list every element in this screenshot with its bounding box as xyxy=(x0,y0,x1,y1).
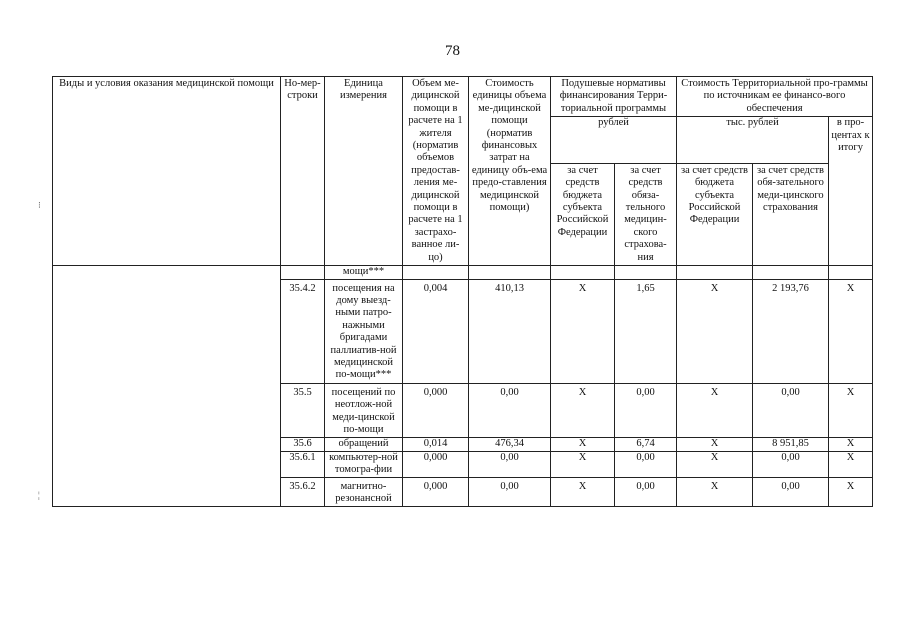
header-types: Виды и условия оказания медицинской помощи xyxy=(53,77,281,266)
row-cost: 0,00 xyxy=(469,477,551,507)
row-total-budget: X xyxy=(677,438,753,451)
header-row-number: Но-мер-строки xyxy=(281,77,325,266)
row-total-oms: 0,00 xyxy=(753,383,829,438)
row-number: 35.6.2 xyxy=(281,477,325,507)
row-volume: 0,000 xyxy=(403,477,469,507)
row-percent: X xyxy=(829,451,873,477)
row-unit: обращений xyxy=(325,438,403,451)
header-budget: за счет средств бюджета субъекта Российской Федерации xyxy=(551,163,615,265)
row-number: 35.6.1 xyxy=(281,451,325,477)
row-volume: 0,000 xyxy=(403,451,469,477)
header-budget-2: за счет средств бюджета субъекта Российской Федерации xyxy=(677,163,753,265)
row-volume: 0,004 xyxy=(403,279,469,383)
row-total-oms: 0,00 xyxy=(753,477,829,507)
header-oms-2: за счет средств обя-зательного меди-цинского страхования xyxy=(753,163,829,265)
row-cost: 0,00 xyxy=(469,383,551,438)
row-total-oms: 2 193,76 xyxy=(753,279,829,383)
row-per-capita-oms: 0,00 xyxy=(615,477,677,507)
row-percent: X xyxy=(829,477,873,507)
margin-mark: ⁝ xyxy=(38,200,41,210)
row-total-budget: X xyxy=(677,477,753,507)
row-unit: посещения на дому выезд-ными патро-нажными бригадами паллиатив-ной медицинской по-мощи*** xyxy=(325,279,403,383)
continuation-unit: мощи*** xyxy=(325,266,403,279)
row-total-oms: 0,00 xyxy=(753,451,829,477)
medical-care-table xyxy=(52,76,873,507)
row-percent: X xyxy=(829,279,873,383)
row-percent: X xyxy=(829,383,873,438)
continuation-row xyxy=(53,266,873,279)
row-per-capita-budget: X xyxy=(551,477,615,507)
header-volume: Объем ме-дицинской помощи в расчете на 1 жителя (норматив объемов предостав-ления ме-дицинской помощи в расчете на 1 застрахо-ванное ли-цо) xyxy=(403,77,469,266)
row-number: 35.4.2 xyxy=(281,279,325,383)
row-unit: компьютер-ной томогра-фии xyxy=(325,451,403,477)
row-per-capita-oms: 1,65 xyxy=(615,279,677,383)
header-oms: за счет средств обяза-тельного медицин-ского страхова-ния xyxy=(615,163,677,265)
header-cost: Стоимость единицы объема ме-дицинской помощи (норматив финансовых затрат на единицу объ-ема предо-ставления медицинской помощи) xyxy=(469,77,551,266)
row-percent: X xyxy=(829,438,873,451)
row-per-capita-budget: X xyxy=(551,279,615,383)
row-per-capita-oms: 0,00 xyxy=(615,451,677,477)
row-unit: магнитно-резонансной xyxy=(325,477,403,507)
row-per-capita-budget: X xyxy=(551,438,615,451)
page-number: 78 xyxy=(445,43,460,59)
header-per-capita: Подушевые нормативы финансирования Терри-ториальной программы xyxy=(551,77,677,117)
header-unit: Единица измерения xyxy=(325,77,403,266)
header-row xyxy=(53,77,873,117)
row-volume: 0,014 xyxy=(403,438,469,451)
row-cost: 0,00 xyxy=(469,451,551,477)
row-volume: 0,000 xyxy=(403,383,469,438)
margin-mark: ¦ xyxy=(38,490,40,500)
row-number: 35.6 xyxy=(281,438,325,451)
row-unit: посещений по неотлож-ной меди-цинской по-мощи xyxy=(325,383,403,438)
row-total-budget: X xyxy=(677,451,753,477)
row-per-capita-oms: 0,00 xyxy=(615,383,677,438)
row-per-capita-oms: 6,74 xyxy=(615,438,677,451)
header-thousand-rubles: тыс. рублей xyxy=(677,117,829,164)
header-program-cost: Стоимость Территориальной про-граммы по источникам ее финансо-вого обеспечения xyxy=(677,77,873,117)
row-total-budget: X xyxy=(677,279,753,383)
header-rubles: рублей xyxy=(551,117,677,164)
row-per-capita-budget: X xyxy=(551,383,615,438)
types-cell-empty xyxy=(53,266,281,507)
row-total-budget: X xyxy=(677,383,753,438)
row-cost: 410,13 xyxy=(469,279,551,383)
header-percent: в про-центах к итогу xyxy=(829,117,873,266)
row-per-capita-budget: X xyxy=(551,451,615,477)
row-cost: 476,34 xyxy=(469,438,551,451)
row-number: 35.5 xyxy=(281,383,325,438)
row-total-oms: 8 951,85 xyxy=(753,438,829,451)
